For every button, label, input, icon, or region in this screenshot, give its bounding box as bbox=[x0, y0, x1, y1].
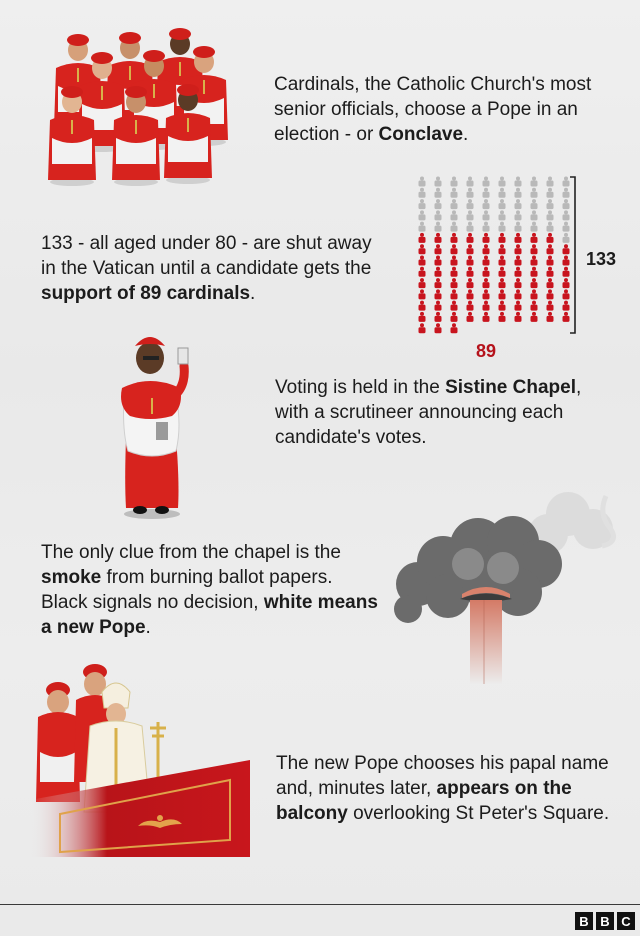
vote-pictogram-figure bbox=[515, 312, 522, 322]
vote-pictogram-figure bbox=[419, 199, 426, 209]
vote-pictogram-figure bbox=[499, 278, 506, 288]
vote-pictogram-figure bbox=[451, 188, 458, 198]
vote-pictogram-figure bbox=[467, 188, 474, 198]
smoke-text: The only clue from the chapel is the smoke from burning ballot papers. Black signals no decision, white means a new Pope. bbox=[41, 542, 378, 638]
vote-pictogram-figure bbox=[451, 267, 458, 277]
vote-pictogram-figure bbox=[547, 199, 554, 209]
vote-pictogram-figure bbox=[419, 301, 426, 311]
vote-pictogram-figure bbox=[435, 222, 442, 232]
vote-pictogram-figure bbox=[515, 222, 522, 232]
vote-pictogram-figure bbox=[419, 323, 426, 333]
vote-pictogram-figure bbox=[515, 210, 522, 220]
vote-pictogram-figure bbox=[467, 267, 474, 277]
vote-pictogram-figure bbox=[547, 222, 554, 232]
vote-pictogram-figure bbox=[547, 188, 554, 198]
vote-pictogram-figure bbox=[531, 222, 538, 232]
vote-pictogram-figure bbox=[515, 177, 522, 187]
vote-pictogram-figure bbox=[483, 267, 490, 277]
vote-pictogram-figure bbox=[531, 210, 538, 220]
vote-pictogram-figure bbox=[435, 188, 442, 198]
vote-pictogram-figure bbox=[483, 199, 490, 209]
vote-pictogram-figure bbox=[547, 301, 554, 311]
vote-pictogram-figure bbox=[435, 267, 442, 277]
vote-pictogram-figure bbox=[547, 177, 554, 187]
vote-pictogram-figure bbox=[419, 210, 426, 220]
vote-pictogram-figure bbox=[451, 278, 458, 288]
vote-pictogram-figure bbox=[435, 233, 442, 243]
vote-pictogram-figure bbox=[531, 188, 538, 198]
vote-pictogram-figure bbox=[531, 267, 538, 277]
vote-pictogram-figure bbox=[515, 256, 522, 266]
bbc-logo-b2: B bbox=[596, 912, 614, 930]
vote-pictogram-figure bbox=[499, 222, 506, 232]
vote-pictogram-figure bbox=[499, 188, 506, 198]
vote-pictogram-figure bbox=[483, 222, 490, 232]
vote-pictogram-figure bbox=[547, 233, 554, 243]
vote-pictogram-figure bbox=[483, 177, 490, 187]
vote-pictogram-figure bbox=[483, 301, 490, 311]
majority-label: 89 bbox=[476, 341, 497, 361]
vote-pictogram-figure bbox=[467, 233, 474, 243]
vote-pictogram-figure bbox=[547, 210, 554, 220]
vote-pictogram-figure bbox=[531, 233, 538, 243]
vote-pictogram-figure bbox=[467, 199, 474, 209]
vote-pictogram-figure bbox=[499, 199, 506, 209]
vote-pictogram-figure bbox=[483, 256, 490, 266]
conclave-text: Cardinals, the Catholic Church's most senior officials, choose a Pope in an election - or Conclave. bbox=[274, 74, 592, 145]
chimney-smoke-illustration bbox=[388, 484, 628, 684]
vote-pictogram-figure bbox=[419, 312, 426, 322]
vote-pictogram-figure bbox=[419, 222, 426, 232]
vote-pictogram-figure bbox=[499, 177, 506, 187]
vote-pictogram-figure bbox=[515, 244, 522, 254]
vote-pictogram-figure bbox=[515, 289, 522, 299]
footer-divider bbox=[0, 904, 640, 905]
vote-pictogram-figure bbox=[515, 188, 522, 198]
vote-pictogram-figure bbox=[435, 301, 442, 311]
vote-pictogram-figure bbox=[531, 289, 538, 299]
vote-pictogram-figure bbox=[451, 177, 458, 187]
vote-pictogram-figure bbox=[451, 312, 458, 322]
vote-pictogram-figure bbox=[483, 289, 490, 299]
scrutineer-illustration bbox=[112, 326, 202, 521]
vote-pictogram-figure bbox=[451, 323, 458, 333]
vote-pictogram-figure bbox=[483, 278, 490, 288]
vote-pictogram-figure bbox=[515, 199, 522, 209]
vote-pictogram-figure bbox=[483, 188, 490, 198]
bbc-logo-c: C bbox=[617, 912, 635, 930]
vote-pictogram-figure bbox=[531, 301, 538, 311]
vote-pictogram-figure bbox=[531, 278, 538, 288]
vote-pictogram-figure bbox=[435, 289, 442, 299]
vote-pictogram-figure bbox=[435, 256, 442, 266]
vote-pictogram-figure bbox=[547, 312, 554, 322]
vote-pictogram-figure bbox=[499, 244, 506, 254]
vote-pictogram-figure bbox=[531, 256, 538, 266]
vote-pictogram-figure bbox=[467, 244, 474, 254]
vote-pictogram-figure bbox=[451, 210, 458, 220]
vote-pictogram-figure bbox=[499, 267, 506, 277]
vote-pictogram-figure bbox=[547, 278, 554, 288]
vote-pictogram-figure bbox=[419, 289, 426, 299]
vote-pictogram-figure bbox=[467, 289, 474, 299]
vote-pictogram-figure bbox=[515, 233, 522, 243]
support-text: 133 - all aged under 80 - are shut away in the Vatican until a candidate gets the support of 89 cardinals. bbox=[41, 233, 372, 304]
vote-pictogram-figure bbox=[451, 256, 458, 266]
vote-pictogram-figure bbox=[419, 256, 426, 266]
balcony-text: The new Pope chooses his papal name and, minutes later, appears on the balcony overlooking St Peter's Square. bbox=[276, 753, 610, 824]
vote-pictogram-figure bbox=[467, 210, 474, 220]
vote-pictogram-figure bbox=[467, 222, 474, 232]
total-label: 133 bbox=[586, 249, 617, 269]
vote-pictogram-figure bbox=[499, 301, 506, 311]
vote-pictogram-figure bbox=[499, 312, 506, 322]
vote-pictogram-figure bbox=[467, 278, 474, 288]
vote-pictogram-figure bbox=[419, 233, 426, 243]
vote-pictogram-figure bbox=[483, 244, 490, 254]
vote-pictogram-figure bbox=[451, 233, 458, 243]
vote-pictogram-figure bbox=[435, 278, 442, 288]
vote-pictogram-figure bbox=[467, 301, 474, 311]
vote-pictogram-figure bbox=[451, 301, 458, 311]
vote-pictogram-figure bbox=[483, 312, 490, 322]
cardinals-group-illustration bbox=[36, 20, 256, 190]
vote-pictogram-figure bbox=[499, 210, 506, 220]
total-bracket bbox=[568, 176, 580, 336]
bbc-logo-b1: B bbox=[575, 912, 593, 930]
vote-pictogram-figure bbox=[467, 256, 474, 266]
vote-pictogram-figure bbox=[547, 256, 554, 266]
vote-pictogram-figure bbox=[515, 301, 522, 311]
vote-pictogram-figure bbox=[435, 199, 442, 209]
vote-pictogram-figure bbox=[531, 177, 538, 187]
vote-pictogram-figure bbox=[435, 323, 442, 333]
vote-pictogram-figure bbox=[451, 222, 458, 232]
vote-pictogram-figure bbox=[451, 289, 458, 299]
vote-pictogram-figure bbox=[531, 312, 538, 322]
sistine-chapel-text: Voting is held in the Sistine Chapel, with a scrutineer announcing each candidate's votes. bbox=[275, 377, 582, 448]
vote-pictogram bbox=[414, 176, 574, 336]
vote-pictogram-figure bbox=[515, 278, 522, 288]
vote-pictogram-figure bbox=[419, 188, 426, 198]
vote-pictogram-figure bbox=[547, 289, 554, 299]
vote-pictogram-figure bbox=[451, 199, 458, 209]
vote-pictogram-figure bbox=[467, 312, 474, 322]
vote-pictogram-figure bbox=[419, 177, 426, 187]
vote-pictogram-figure bbox=[467, 177, 474, 187]
vote-pictogram-figure bbox=[419, 244, 426, 254]
vote-pictogram-figure bbox=[435, 177, 442, 187]
vote-pictogram-figure bbox=[531, 199, 538, 209]
vote-pictogram-figure bbox=[419, 267, 426, 277]
vote-pictogram-figure bbox=[451, 244, 458, 254]
vote-pictogram-figure bbox=[435, 210, 442, 220]
vote-pictogram-figure bbox=[499, 233, 506, 243]
vote-pictogram-figure bbox=[547, 267, 554, 277]
vote-pictogram-figure bbox=[515, 267, 522, 277]
bbc-logo bbox=[575, 912, 635, 930]
balcony-illustration bbox=[30, 662, 260, 857]
vote-pictogram-figure bbox=[483, 210, 490, 220]
vote-pictogram-figure bbox=[435, 244, 442, 254]
vote-pictogram-figure bbox=[499, 289, 506, 299]
vote-pictogram-figure bbox=[499, 256, 506, 266]
vote-pictogram-figure bbox=[483, 233, 490, 243]
vote-pictogram-figure bbox=[419, 278, 426, 288]
vote-pictogram-figure bbox=[435, 312, 442, 322]
vote-pictogram-figure bbox=[547, 244, 554, 254]
vote-pictogram-figure bbox=[531, 244, 538, 254]
